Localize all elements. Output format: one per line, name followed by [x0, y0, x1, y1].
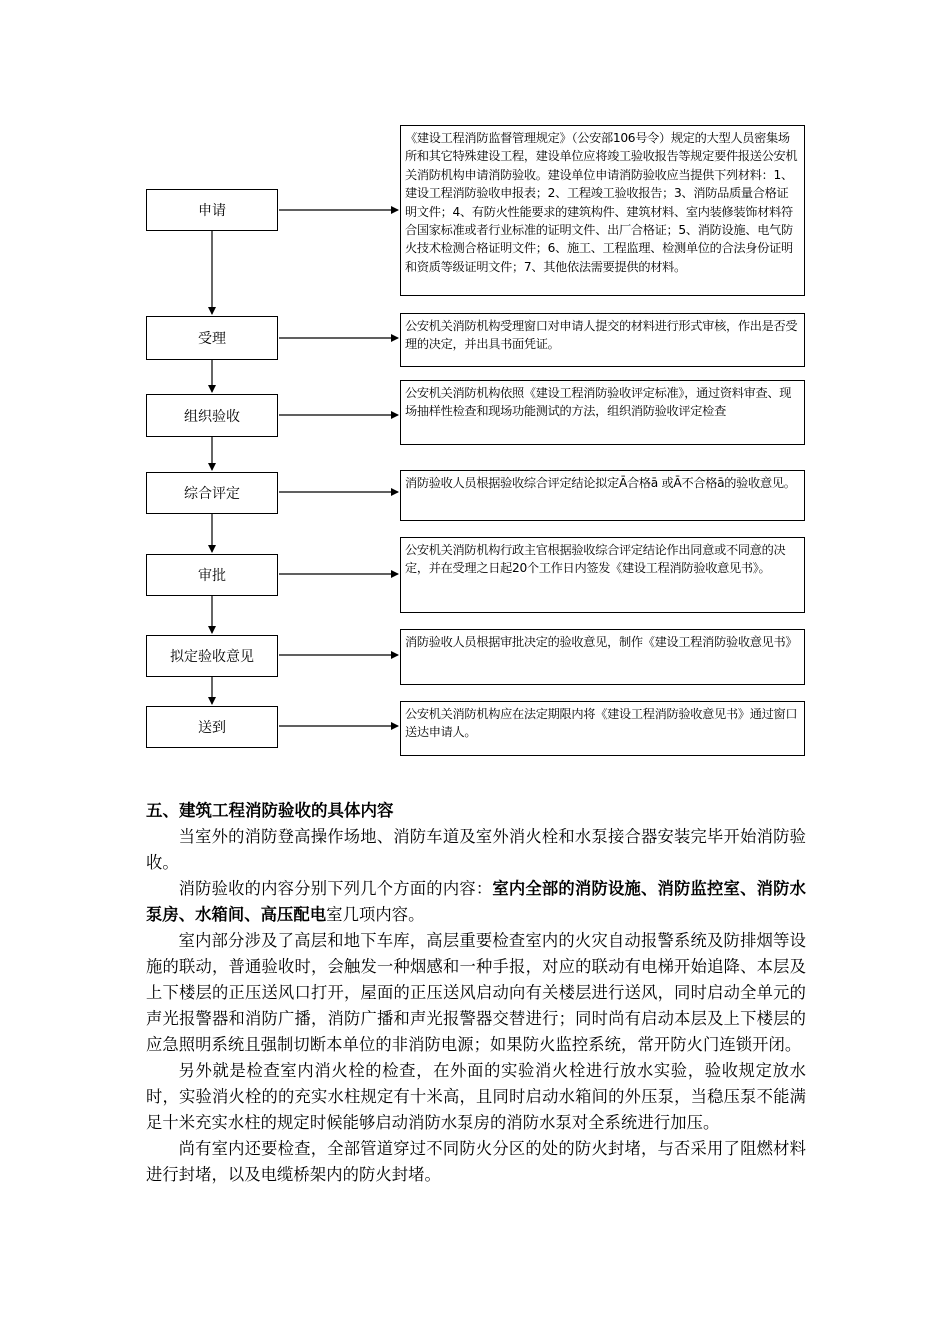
paragraph-5: 尚有室内还要检查，全部管道穿过不同防火分区的处的防火封堵，与否采用了阻燃材料进行封堵，以及电缆桥架内的防火封堵。	[146, 1139, 806, 1184]
paragraph-4: 另外就是检查室内消火栓的检查，在外面的实验消火栓进行放水实验，验收规定放水时，实验消火栓的的充实水柱规定有十米高，且同时启动水箱间的外压泵，当稳压泵不能满足十米充实水柱的规定时候能够启动消防水泵房的消防水泵对全系统进行加压。	[146, 1061, 806, 1132]
paragraph-2-bold: 室内全部的消防设施、消防监控室、消防水泵房、水箱间、高压配电	[146, 879, 806, 924]
paragraph-3: 室内部分涉及了高层和地下车库，高层重要检查室内的火灾自动报警系统及防排烟等设施的联动，普通验收时，会触发一种烟感和一种手报，对应的联动有电梯开始追降、本层及上下楼层的正压送风口打开，屋面的正压送风启动向有关楼层进行送风，同时启动全单元的声光报警器和消防广播，消防广播和声光报警器交替进行；同时尚有启动本层及上下楼层的应急照明系统且强制切断本单位的非消防电源；如果防火监控系统，常开防火门连锁开闭。	[146, 931, 806, 1054]
step-box-organize: 组织验收	[146, 394, 278, 437]
desc-box-apply: 《建设工程消防监督管理规定》（公安部106号令）规定的大型人员密集场所和其它特殊建设工程，建设单位应将竣工验收报告等规定要件报送公安机关消防机构申请消防验收。建设单位申请消防验收应当提供下列材料：1、建设工程消防验收申报表；2、工程竣工验收报告；3、消防品质量合格证明文件；4、有防火性能要求的建筑构件、建筑材料、室内装修装饰材料符合国家标准或者行业标准的证明文件、出厂合格证；5、消防设施、电气防火技术检测合格证明文件；6、施工、工程监理、检测单位的合法身份证明和资质等级证明文件；7、其他依法需要提供的材料。	[400, 125, 805, 296]
step-box-deliver: 送到	[146, 706, 278, 748]
desc-box-approve: 公安机关消防机构行政主官根据验收综合评定结论作出同意或不同意的决定，并在受理之日起20个工作日内签发《建设工程消防验收意见书》。	[400, 537, 805, 613]
step-box-evaluate: 综合评定	[146, 472, 278, 514]
paragraph-2-tail: 室几项内容。	[326, 905, 425, 924]
desc-box-evaluate: 消防验收人员根据验收综合评定结论拟定Ā合格ā 或Ā不合格ā的验收意见。	[400, 470, 805, 521]
desc-box-deliver: 公安机关消防机构应在法定期限内将《建设工程消防验收意见书》通过窗口送达申请人。	[400, 701, 805, 756]
paragraph-2	[146, 876, 806, 928]
desc-box-draft-opinion: 消防验收人员根据审批决定的验收意见，制作《建设工程消防验收意见书》	[400, 629, 805, 685]
content-section	[146, 798, 806, 1188]
paragraph-1: 当室外的消防登高操作场地、消防车道及室外消火栓和水泵接合器安装完毕开始消防验收。	[146, 827, 806, 872]
step-box-approve: 审批	[146, 554, 278, 596]
step-box-draft-opinion: 拟定验收意见	[146, 635, 278, 677]
paragraph-2-intro: 消防验收的内容分别下列几个方面的内容：	[178, 879, 493, 898]
step-box-apply: 申请	[146, 189, 278, 231]
desc-box-accept: 公安机关消防机构受理窗口对申请人提交的材料进行形式审核，作出是否受理的决定，并出具书面凭证。	[400, 313, 805, 367]
step-box-accept: 受理	[146, 316, 278, 360]
section-heading: 五、建筑工程消防验收的具体内容	[146, 801, 394, 820]
desc-box-organize: 公安机关消防机构依照《建设工程消防验收评定标准》，通过资料审查、现场抽样性检查和现场功能测试的方法，组织消防验收评定检查	[400, 380, 805, 445]
